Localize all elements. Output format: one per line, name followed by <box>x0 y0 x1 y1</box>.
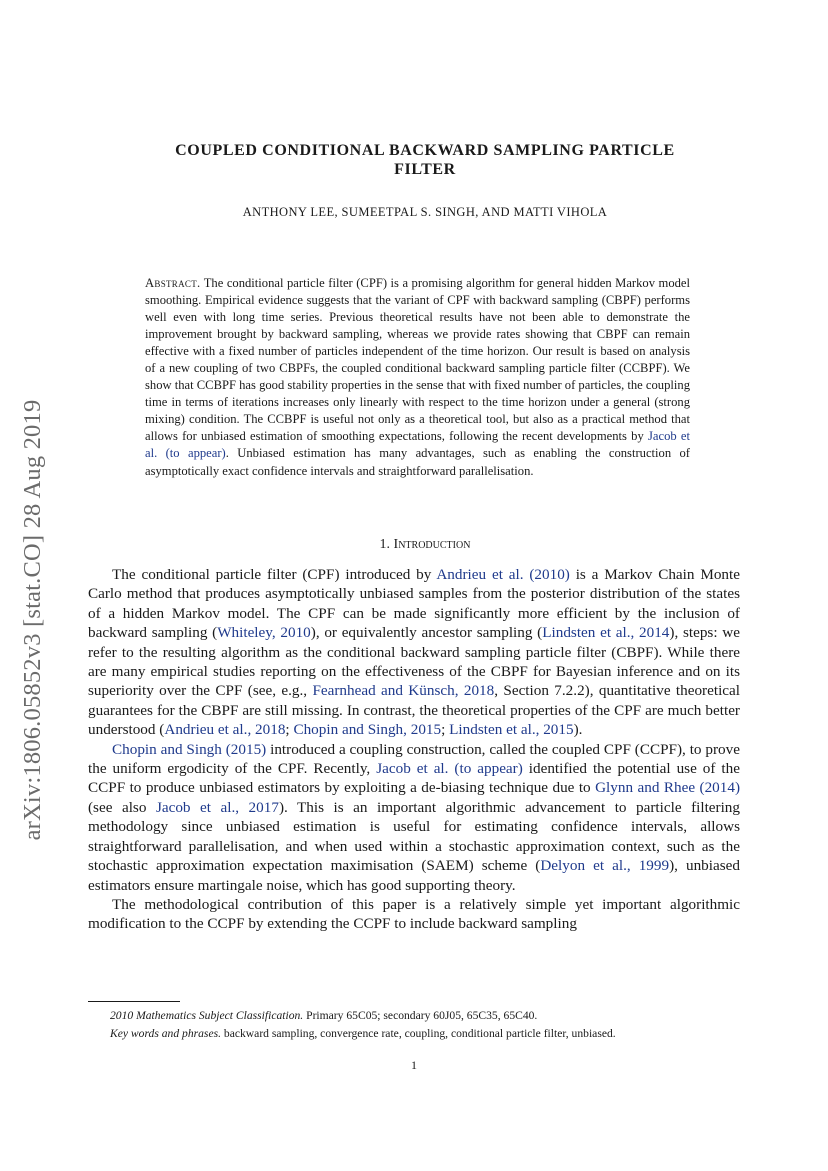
paragraph-3 <box>88 895 740 934</box>
text-run: ), unbiased estimators ensure martingale noise, which has good supporting theory. <box>88 857 740 894</box>
body-text <box>88 565 740 934</box>
section-heading <box>110 537 740 553</box>
citation-link[interactable]: Chopin and Singh (2015) <box>112 740 267 758</box>
abstract-label: Abstract. <box>145 276 201 290</box>
footnote-keywords <box>88 1025 740 1043</box>
citation-link[interactable]: Chopin and Singh, 2015 <box>293 721 442 739</box>
citation-link[interactable]: Delyon et al., 1999 <box>540 857 670 875</box>
citation-link[interactable]: Whiteley, 2010 <box>217 624 311 642</box>
text-run: ), or equivalently ancestor sampling ( <box>310 624 543 642</box>
paper-title <box>110 141 740 179</box>
text-run: ). This is an important algorithmic advancement to particle filtering methodology since unbiased estimation is useful for estimating confidence intervals, allows straightforward parallelisation, and when used within a stochastic approximation context, such as the stochastic approximation expectation maximisation (SAEM) scheme ( <box>88 798 740 875</box>
footnote-keywords-label: Key words and phrases. <box>110 1026 222 1040</box>
abstract-text-2: . Unbiased estimation has many advantages, such as enabling the construction of asymptotically exact confidence intervals and straightforward parallelisation. <box>145 446 690 478</box>
citation-link[interactable]: Jacob et al., 2017 <box>155 798 279 816</box>
paragraph-2 <box>88 740 740 895</box>
text-run: ). <box>573 721 583 739</box>
citation-link[interactable]: Andrieu et al. (2010) <box>436 566 570 583</box>
author-list: ANTHONY LEE, SUMEETPAL S. SINGH, AND MATTI VIHOLA <box>242 205 608 219</box>
text-run: ), steps: we refer to the resulting algorithm as the conditional backward sampling particle filter (CBPF). While there are many empirical studies reporting on the effectiveness of the CBPF for Bayesian inference and on its superiority over the CPF (see, e.g., <box>88 624 740 700</box>
citation-link[interactable]: Lindsten et al., 2014 <box>542 624 670 642</box>
paragraph-1 <box>88 565 740 740</box>
text-run: ; <box>441 721 450 739</box>
text-run: ; <box>285 721 294 739</box>
section-title: Introduction <box>393 537 471 552</box>
section-number: 1. <box>379 537 391 552</box>
citation-link-jacob[interactable]: Jacob et al. (to appear) <box>145 429 690 461</box>
citation-link[interactable]: Glynn and Rhee (2014) <box>595 779 740 797</box>
citation-link[interactable]: Andrieu et al., 2018 <box>164 721 286 739</box>
footnote-rule <box>88 1001 180 1002</box>
abstract-text-1: The conditional particle filter (CPF) is a promising algorithm for general hidden Markov model smoothing. Empirical evidence suggests that the variant of CPF with backward sampling (CBPF) performs well even with long time series. Previous theoretical results have not been able to demonstrate the improvement brought by backward sampling, whereas we provide rates showing that CBPF can remain effective with a fixed number of particles independent of the time horizon. Our result is based on analysis of a new coupling of two CBPFs, the coupled conditional backward sampling particle filter (CCBPF). We show that CCBPF has good stability properties in the sense that with fixed number of particles, the coupling time in terms of iterations increases only linearly with respect to the time horizon under a general (strong mixing) condition. The CCBPF is useful not only as a theoretical tool, but also as a practical method that allows for unbiased estimation of smoothing expectations, following the recent developments by <box>145 276 690 444</box>
citation-link[interactable]: Fearnhead and Künsch, 2018 <box>312 682 495 700</box>
title-line-2: FILTER <box>394 161 456 178</box>
text-run: The methodological contribution of this paper is a relatively simple yet important algorithmic modification to the CCPF by extending the CCPF to include backward sampling <box>88 895 740 933</box>
footnote-msc-text: Primary 65C05; secondary 60J05, 65C35, 65C40. <box>303 1009 538 1022</box>
abstract <box>145 275 690 480</box>
citation-link[interactable]: Lindsten et al., 2015 <box>449 721 574 739</box>
text-run: , Section 7.2.2), quantitative theoretical guarantees for the CBPF are still missing. In contrast, the theoretical properties of the CPF are much better understood ( <box>88 682 740 739</box>
footnote-msc-label: 2010 Mathematics Subject Classification. <box>110 1009 304 1022</box>
text-run: is a Markov Chain Monte Carlo method that produces asymptotically unbiased samples from the posterior distribution of the states of a hidden Markov model. The CPF can be made significantly more efficient by the inclusion of backward sampling ( <box>88 566 740 642</box>
footnote-msc <box>88 1007 740 1025</box>
footnotes <box>88 1007 740 1042</box>
text-run: (see also <box>88 798 156 816</box>
text-run: introduced a coupling construction, called the coupled CPF (CCPF), to prove the uniform ergodicity of the CPF. Recently, <box>88 740 740 778</box>
text-run: The conditional particle filter (CPF) introduced by <box>112 566 437 583</box>
title-line-1: COUPLED CONDITIONAL BACKWARD SAMPLING PARTICLE <box>175 142 675 159</box>
citation-link[interactable]: Jacob et al. (to appear) <box>376 760 523 778</box>
text-run: identified the potential use of the CCPF to produce unbiased estimators by exploiting a de-biasing technique due to <box>88 760 740 797</box>
arxiv-identifier: arXiv:1806.05852v3 [stat.CO] 28 Aug 2019 <box>19 399 46 841</box>
arxiv-sidebar-stamp <box>8 355 58 885</box>
footnote-keywords-text: backward sampling, convergence rate, coupling, conditional particle filter, unbiased. <box>221 1026 616 1040</box>
page-number: 1 <box>411 1058 417 1072</box>
